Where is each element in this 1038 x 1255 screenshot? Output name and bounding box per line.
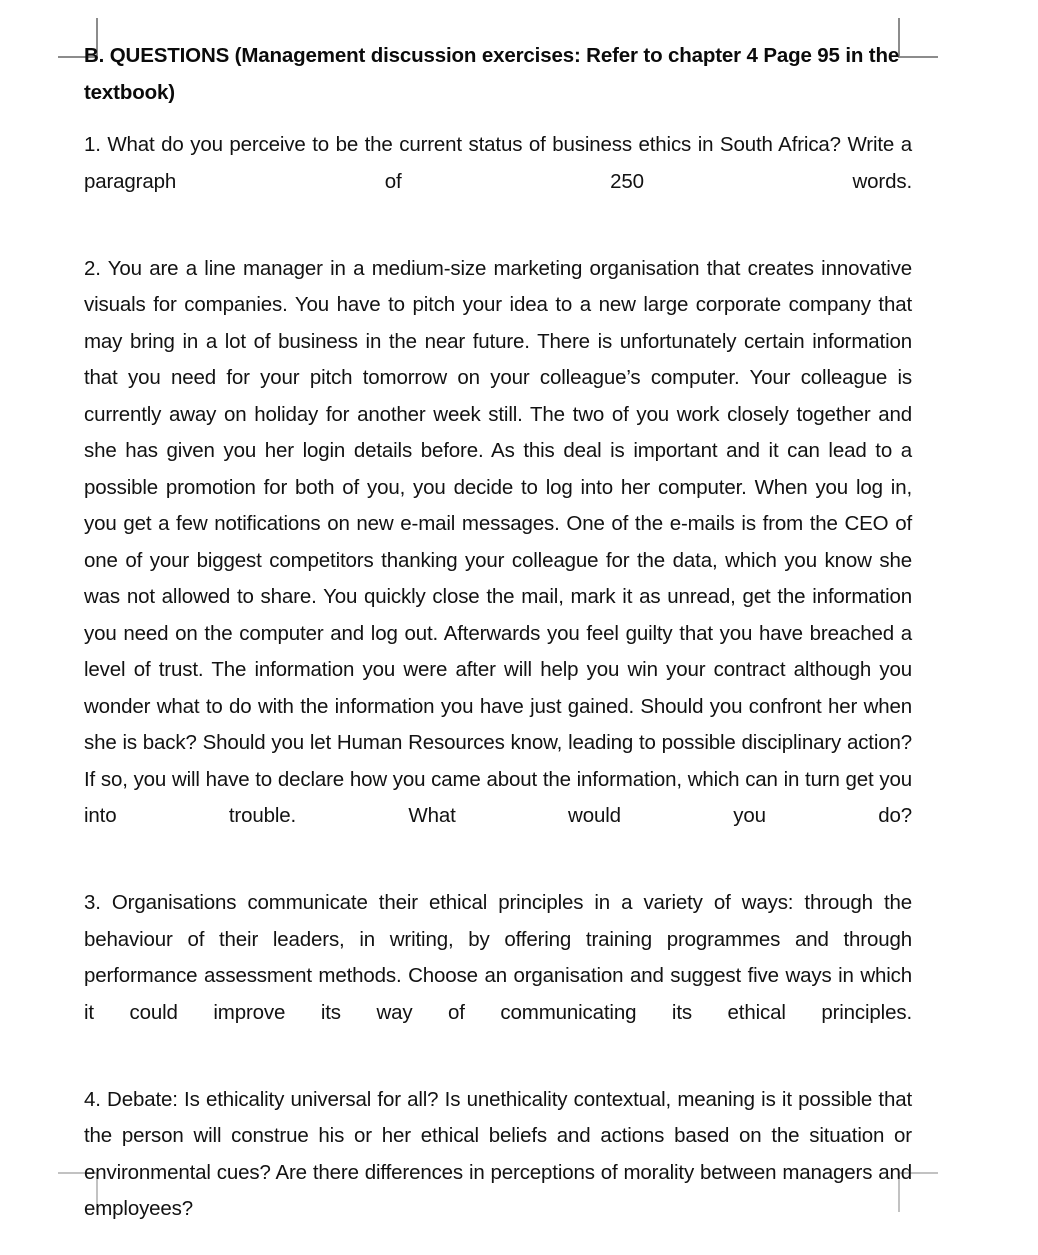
- document-body: [84, 38, 912, 1255]
- question-paragraph-3: 3. Organisations communicate their ethical principles in a variety of ways: through the behaviour of their leaders, in writing, by offering training programmes and through performance assessment methods. Choose an organisation and suggest five ways in which it could improve its way of communicating its ethical principles.: [84, 891, 912, 1024]
- question-paragraph-1: 1. What do you perceive to be the current status of business ethics in South Africa? Write a paragraph of 250 words.: [84, 133, 912, 193]
- question-paragraph-4: 4. Debate: Is ethicality universal for all? Is unethicality contextual, meaning is it possible that the person will construe his or her ethical beliefs and actions based on the situation or environmental cues? Are there differences in perceptions of morality between managers and employees?: [84, 1087, 912, 1220]
- question-paragraph-2: 2. You are a line manager in a medium-size marketing organisation that creates innovative visuals for companies. You have to pitch your idea to a new large corporate company that may bring in a lot of business in the near future. There is unfortunately certain information that you need for your pitch tomorrow on your colleague’s computer. Your colleague is currently away on holiday for another week still. The two of you work closely together and she has given you her login details before. As this deal is important and it can lead to a possible promotion for both of you, you decide to log into her computer. When you log in, you get a few notifications on new e-mail messages. One of the e-mails is from the CEO of one of your biggest competitors thanking your colleague for the data, which you know she was not allowed to share. You quickly close the mail, mark it as unread, get the information you need on the computer and log out. Afterwards you feel guilty that you have breached a level of trust. The information you were after will help you win your contract although you wonder what to do with the information you have just gained. Should you confront her when she is back? Should you let Human Resources know, leading to possible disciplinary action? If so, you will have to declare how you came about the information, which can in turn get you into trouble. What would you do?: [84, 256, 912, 827]
- section-heading: B. QUESTIONS (Management discussion exercises: Refer to chapter 4 Page 95 in the textbook): [84, 44, 900, 104]
